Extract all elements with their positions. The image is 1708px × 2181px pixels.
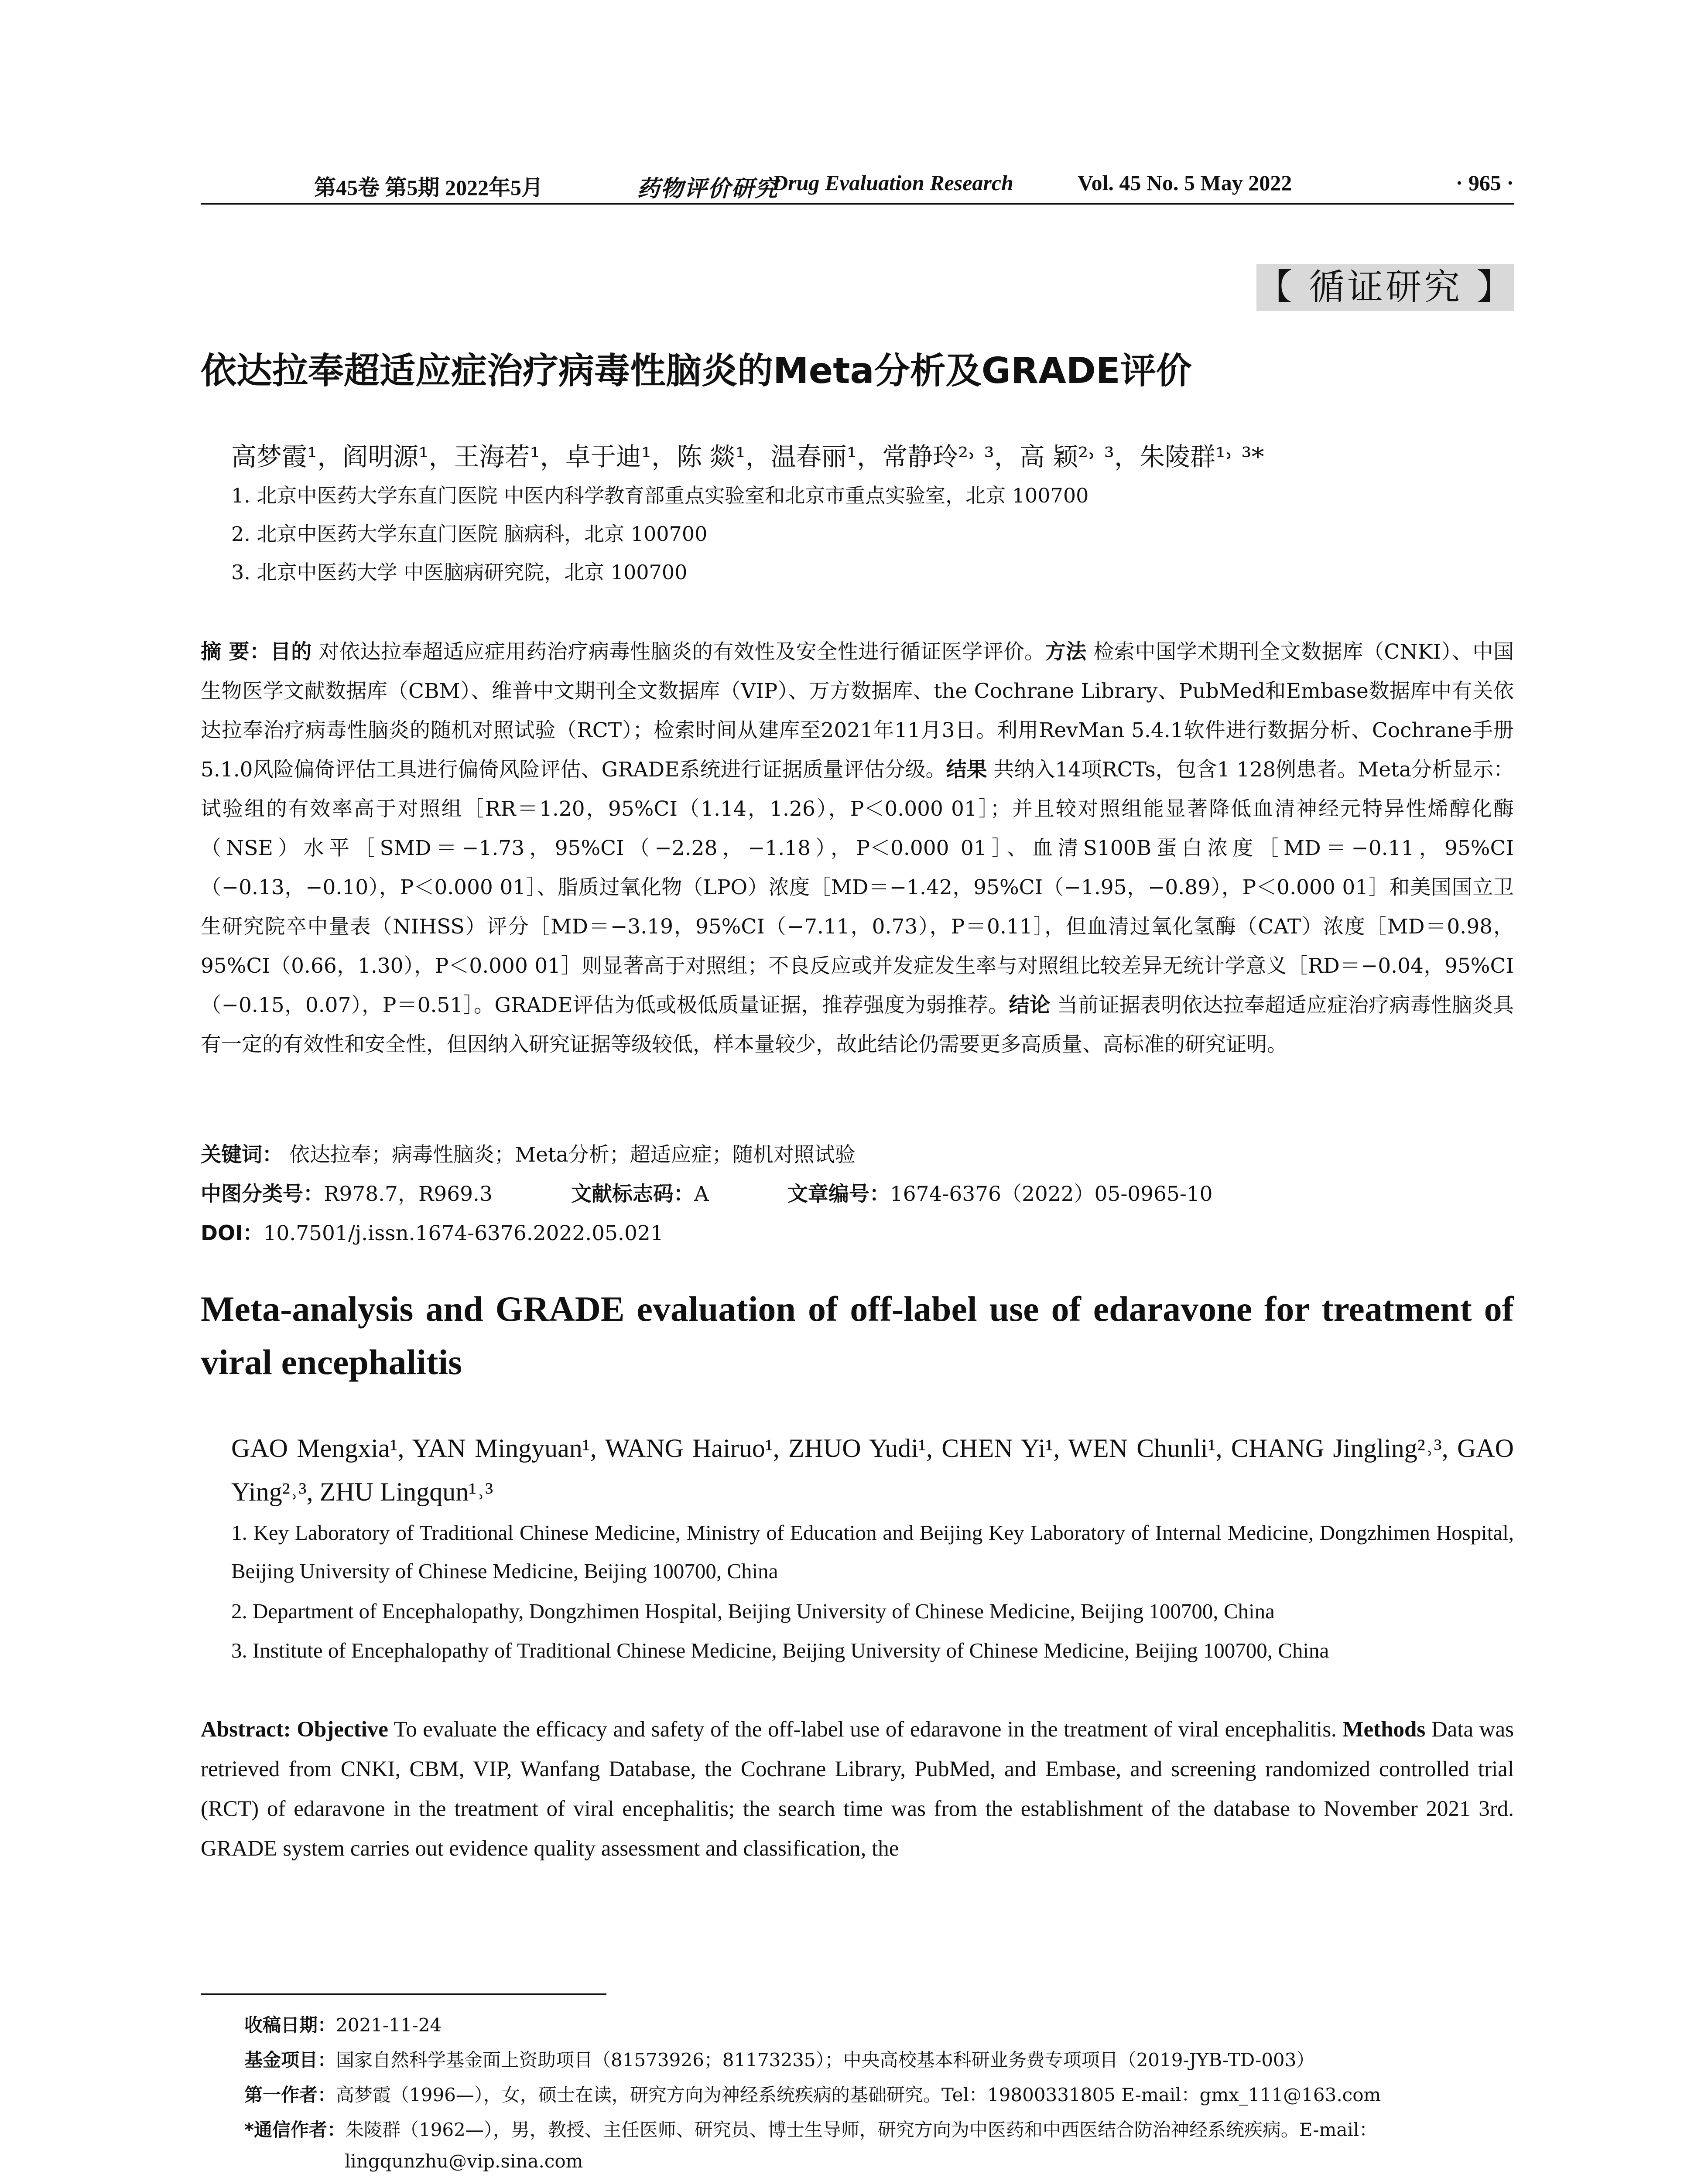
- affiliation-en-3: 3. Institute of Encephalopathy of Traditional Chinese Medicine, Beijing University of Chinese Medicine, Beijing 100700, China: [231, 1638, 1329, 1662]
- journal-issue-cn: 第45卷 第5期 2022年5月: [314, 175, 543, 200]
- footnote-text: 朱陵群（1962—），男，教授、主任医师、研究员、博士生导师，研究方向为中医药和中西医结合防治神经系统疾病。E-mail：: [345, 2119, 1378, 2140]
- article-number-label: 文章编号：: [787, 1182, 890, 1206]
- affiliation-en-2: 2. Department of Encephalopathy, Dongzhimen Hospital, Beijing University of Chinese Medicine, Beijing 100700, China: [231, 1599, 1275, 1623]
- section-tag: 【 循证研究 】: [1256, 264, 1514, 311]
- title-en: Meta-analysis and GRADE evaluation of off-label use of edaravone for treatment of viral encephalitis: [201, 1289, 1514, 1382]
- abstract-en-objective: To evaluate the efficacy and safety of the off-label use of edaravone in the treatment of viral encephalitis.: [388, 1717, 1343, 1742]
- footnote-label: *通信作者：: [244, 2119, 346, 2140]
- keywords-text: 依达拉奉；病毒性脑炎；Meta分析；超适应症；随机对照试验: [283, 1143, 856, 1167]
- footnote-label: 第一作者：: [244, 2084, 336, 2106]
- footnote-funding: [244, 2046, 1314, 2072]
- keywords-label: 关键词：: [201, 1143, 283, 1167]
- abstract-en-label: Abstract: Objective: [201, 1717, 388, 1742]
- title-cn: 依达拉奉超适应症治疗病毒性脑炎的Meta分析及GRADE评价: [201, 350, 1192, 392]
- footnote-rule: [201, 1993, 606, 1995]
- clc-value: R978.7，R969.3: [324, 1182, 493, 1206]
- clc-label: 中图分类号：: [201, 1182, 324, 1206]
- footnote-corresponding-author: [244, 2116, 1377, 2142]
- methods-label: 方法: [1045, 640, 1087, 664]
- results-text: 共纳入14项RCTs，包含1 128例患者。Meta分析显示：试验组的有效率高于对照组［RR＝1.20，95%CI（1.14，1.26），P＜0.000 01］；并且较对照组能显著降低血清神经元特异性烯醇化酶（NSE）水平［SMD＝−1.73，95%CI（−2.28，−1.18），P＜0.000 01］、血清S100B蛋白浓度［MD＝−0.11，95%CI（−0.13，−0.10），P＜0.000 01］、脂质过氧化物（LPO）浓度［MD＝−1.42，95%CI（−1.95，−0.89），P＜0.000 01］和美国国立卫生研究院卒中量表（NIHSS）评分［MD＝−3.19，95%CI（−7.11，0.73），P＝0.11］，但血清过氧化氢酶（CAT）浓度［MD＝0.98，95%CI（0.66，1.30），P＜0.000 01］则显著高于对照组；不良反应或并发症发生率与对照组比较差异无统计学意义［RD＝−0.04，95%CI（−0.15，0.07），P＝0.51］。GRADE评估为低或极低质量证据，推荐强度为弱推荐。: [201, 758, 1514, 1017]
- footnote-text: 高梦霞（1996—），女，硕士在读，研究方向为神经系统疾病的基础研究。Tel：19800331805 E-mail：gmx_111@163.com: [336, 2084, 1381, 2106]
- authors-en: GAO Mengxia¹, YAN Mingyuan¹, WANG Hairuo¹, ZHUO Yudi¹, CHEN Yi¹, WEN Chunli¹, CHANG Jingling²˒³, GAO Ying²˒³, ZHU Lingqun¹˒³: [231, 1434, 1514, 1506]
- abstract-label: 摘 要：: [201, 640, 270, 664]
- footnote-label: 收稿日期：: [244, 2014, 336, 2036]
- page-number: · 965 ·: [1455, 171, 1514, 195]
- affiliation-cn-3: 3. 北京中医药大学 中医脑病研究院，北京 100700: [231, 561, 688, 584]
- affiliation-cn-2: 2. 北京中医药大学东直门医院 脑病科，北京 100700: [231, 522, 708, 546]
- footnote-received: [244, 2011, 442, 2037]
- keywords: [201, 1138, 856, 1168]
- objective-label: 目的: [270, 640, 312, 664]
- footnote-text: 国家自然科学基金面上资助项目（81573926；81173235）；中央高校基本科研业务费专项项目（2019-JYB-TD-003）: [336, 2049, 1315, 2071]
- authors-cn: 高梦霞¹，阎明源¹，王海若¹，卓于迪¹，陈 燚¹，温春丽¹，常静玲²˒ ³，高 颖²˒ ³，朱陵群¹˒ ³*: [231, 442, 1264, 472]
- footnote-corresponding-email: [345, 2150, 583, 2172]
- article-number-value: 1674-6376（2022）05-0965-10: [890, 1182, 1213, 1206]
- methods-text: 检索中国学术期刊全文数据库（CNKI）、中国生物医学文献数据库（CBM）、维普中文期刊全文数据库（VIP）、万方数据库、the Cochrane Library、PubMed和Embase数据库中有关依达拉奉治疗病毒性脑炎的随机对照试验（RCT）；检索时间从建库至2021年11月3日。利用RevMan 5.4.1软件进行数据分析、Cochrane手册5.1.0风险偏倚评估工具进行偏倚风险评估、GRADE系统进行证据质量评估分级。: [201, 640, 1514, 782]
- conclusion-text: 当前证据表明依达拉奉超适应症治疗病毒性脑炎具有一定的有效性和安全性，但因纳入研究证据等级较低，样本量较少，故此结论仍需要更多高质量、高标准的研究证明。: [201, 993, 1514, 1056]
- journal-name-en: Drug Evaluation Research: [772, 171, 1013, 195]
- doi: [201, 1217, 664, 1246]
- journal-issue-en: Vol. 45 No. 5 May 2022: [1078, 171, 1292, 195]
- abstract-en: [201, 1710, 1514, 1869]
- doi-label: DOI：: [201, 1221, 264, 1245]
- affiliation-en-1: 1. Key Laboratory of Traditional Chinese Medicine, Ministry of Education and Beijing Key Laboratory of Internal Medicine, Dongzhimen Hospital, Beijing University of Chinese Medicine, Beijing 100700, China: [231, 1521, 1514, 1583]
- doc-code-label: 文献标志码：: [571, 1182, 694, 1206]
- doc-code-value: A: [694, 1182, 709, 1206]
- footnote-label: 基金项目：: [244, 2049, 336, 2071]
- objective-text: 对依达拉奉超适应症用药治疗病毒性脑炎的有效性及安全性进行循证医学评价。: [311, 640, 1045, 664]
- email-link[interactable]: lingqunzhu@vip.sina.com: [345, 2150, 583, 2172]
- footnote-first-author: [244, 2081, 1381, 2107]
- journal-logo: 药物评价研究: [637, 177, 779, 202]
- header-rule: [201, 203, 1514, 205]
- results-label: 结果: [946, 758, 987, 782]
- footnote-text: 2021-11-24: [336, 2014, 442, 2036]
- affiliation-cn-1: 1. 北京中医药大学东直门医院 中医内科学教育部重点实验室和北京市重点实验室，北京 100700: [231, 484, 1089, 507]
- running-header: [201, 166, 1514, 201]
- abstract-en-methods: Data was retrieved from CNKI, CBM, VIP, Wanfang Database, the Cochrane Library, PubMed, and Embase, and screening randomized controlled trial (RCT) of edaravone in the treatment of viral encephalitis; the search time was from the establishment of the database to November 2021 3rd. GRADE system carries out evidence quality assessment and classification, the: [201, 1717, 1514, 1861]
- abstract-en-methods-label: Methods: [1342, 1717, 1426, 1742]
- doi-link[interactable]: 10.7501/j.issn.1674-6376.2022.05.021: [263, 1221, 664, 1245]
- classification: [201, 1178, 1213, 1207]
- conclusion-label: 结论: [1009, 993, 1051, 1017]
- abstract-cn: [201, 632, 1514, 1064]
